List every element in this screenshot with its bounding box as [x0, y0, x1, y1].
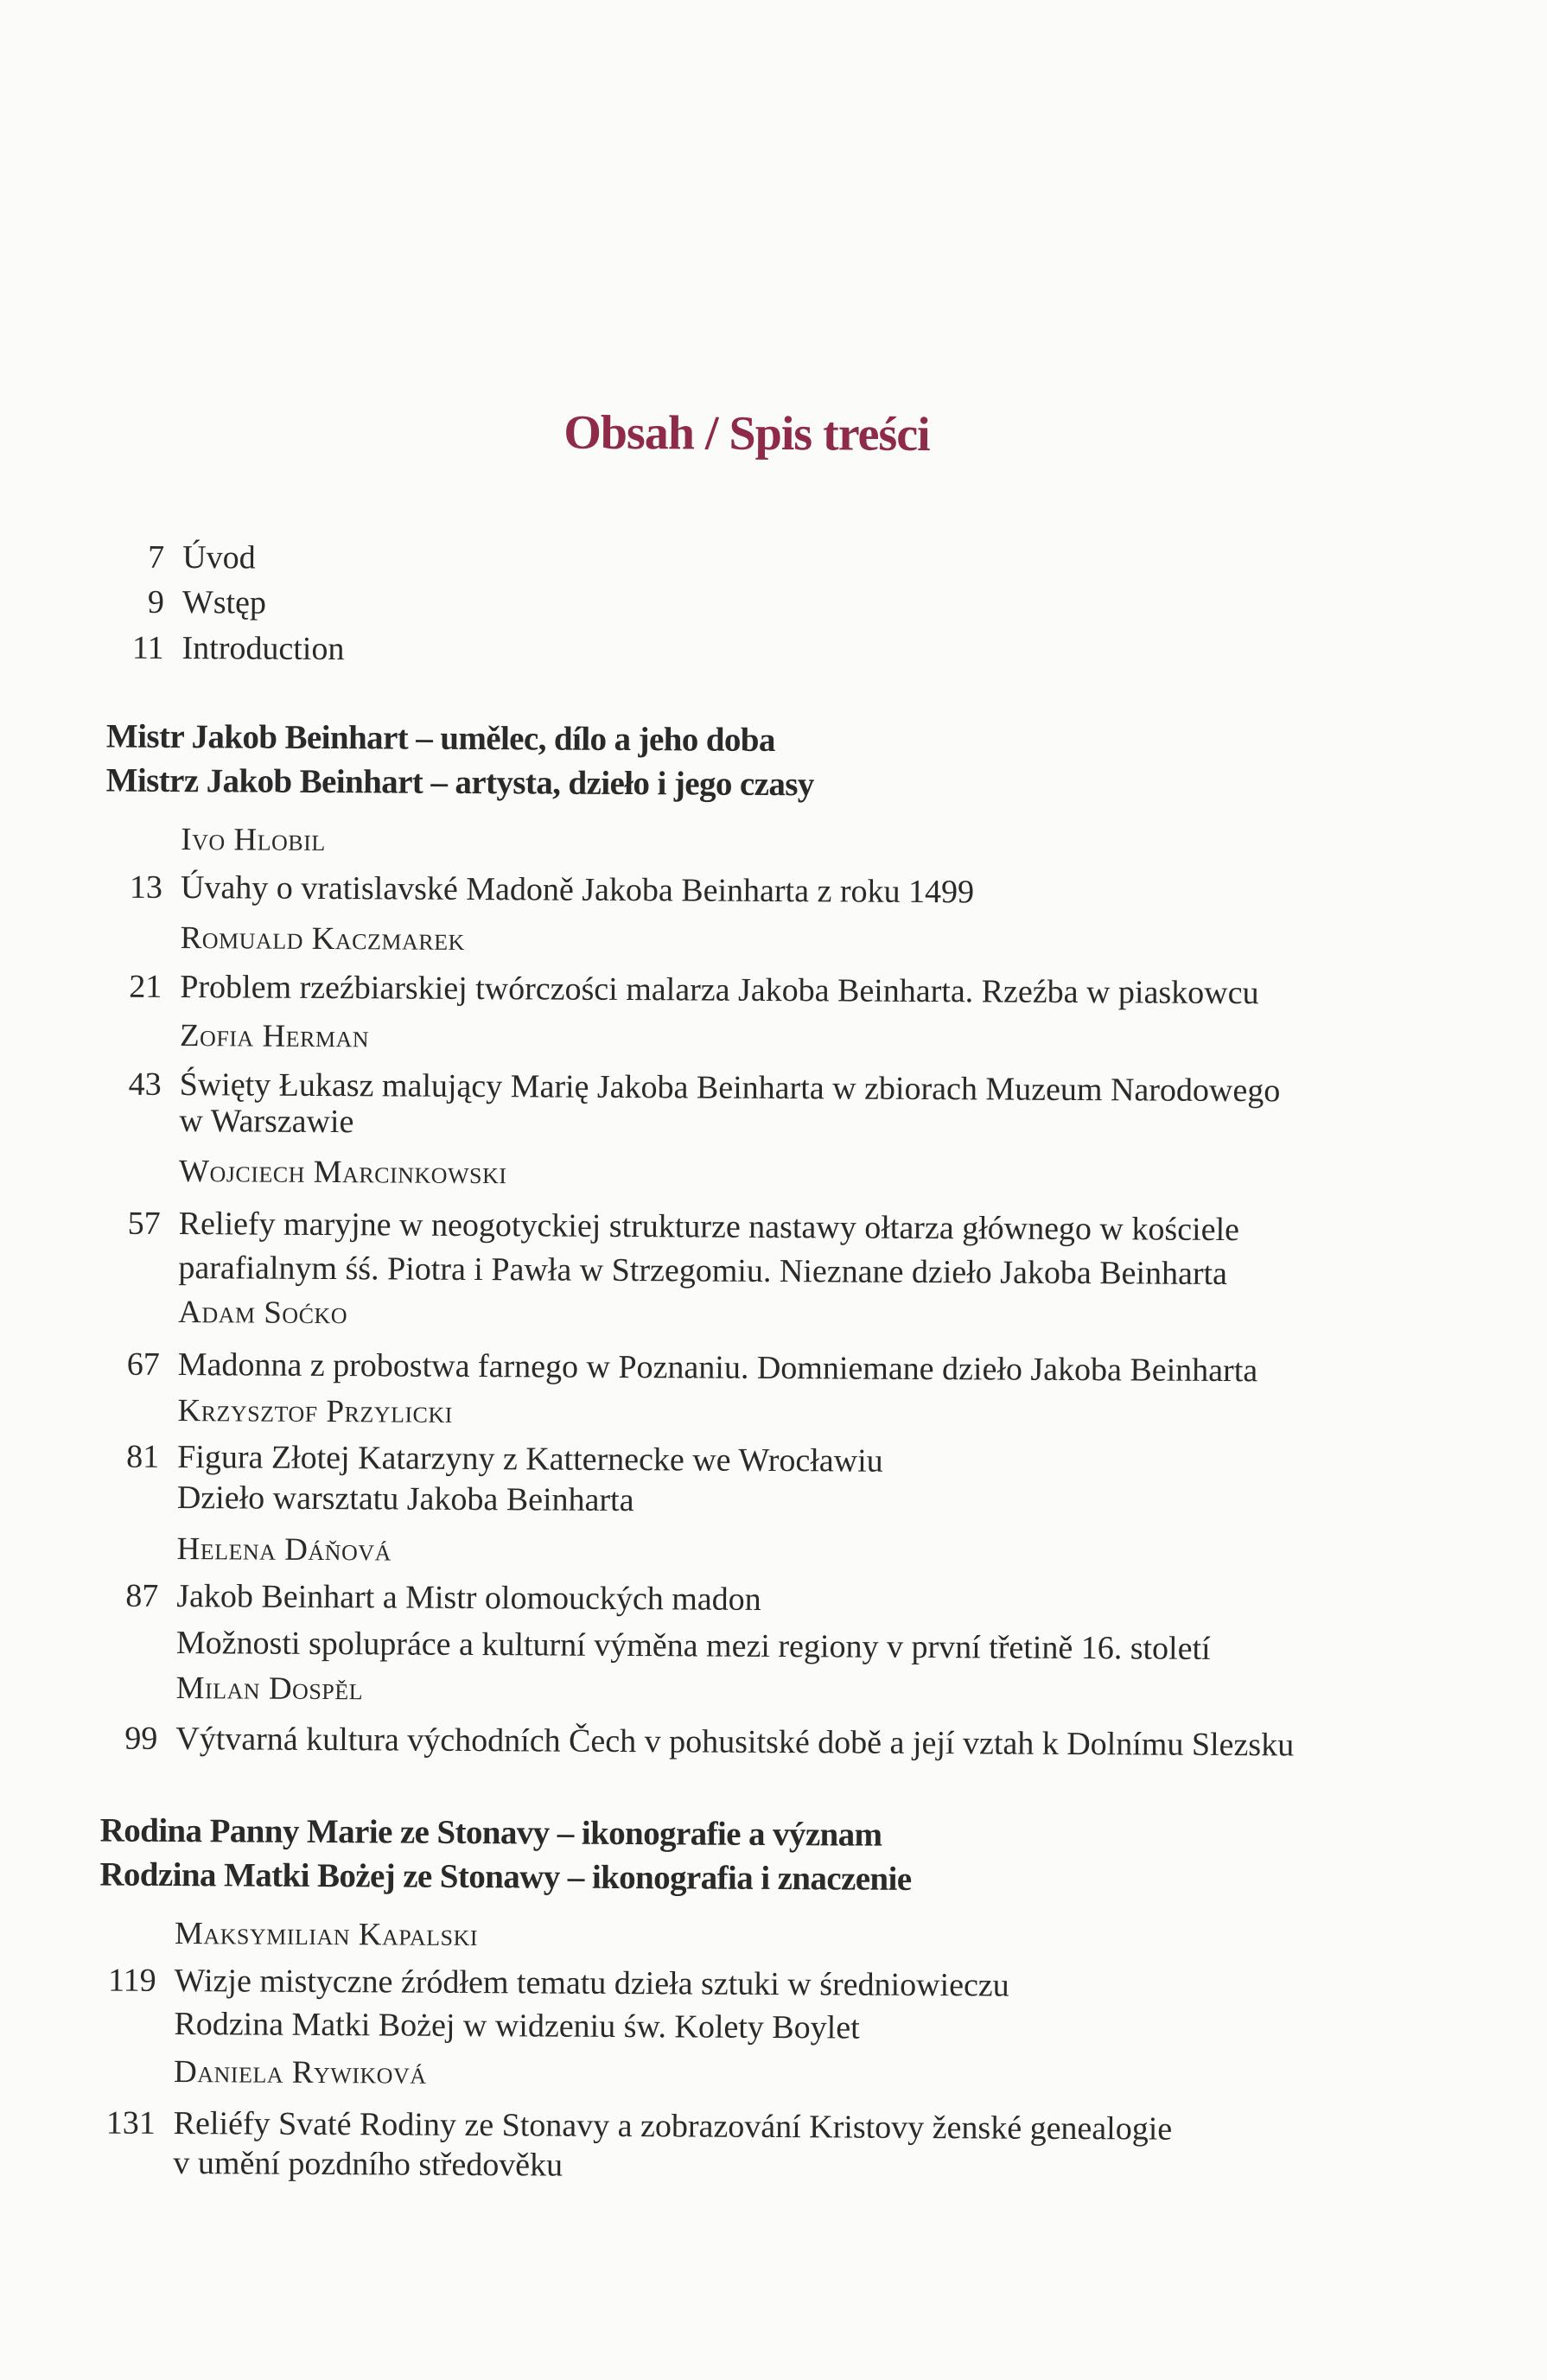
toc-entry-title: Reliefy maryjne w neogotyckiej strukturze nastawy ołtarza głównego w kościele [178, 1206, 1240, 1249]
toc-entry-title: Wstęp [181, 584, 267, 621]
toc-entry-title: Úvahy o vratislavské Madoně Jakoba Beinharta z roku 1499 [180, 869, 975, 911]
toc-entry-title: Možnosti spolupráce a kulturní výměna mezi regiony v první třetině 16. století [175, 1625, 1211, 1667]
entry-author: Helena Dáňová [176, 1531, 392, 1569]
toc-page-number: 131 [105, 2104, 156, 2141]
entry-author: Wojciech Marcinkowski [178, 1154, 507, 1192]
entry-author: Maksymilian Kapalski [174, 1916, 479, 1954]
toc-page-number: 67 [126, 1346, 160, 1383]
toc-page-number: 57 [127, 1205, 161, 1242]
entry-author: Adam Soćko [178, 1295, 348, 1332]
toc-page-number: 43 [128, 1066, 162, 1103]
toc-page-number: 9 [147, 583, 165, 620]
toc-page-number: 81 [126, 1438, 160, 1475]
entry-author: Zofia Herman [179, 1018, 370, 1055]
page-title: Obsah / Spis treści [563, 405, 930, 462]
toc-entry-title: Úvod [182, 539, 256, 576]
entry-author: Krzysztof Przylicki [177, 1393, 453, 1430]
section-heading: Rodina Panny Marie ze Stonavy – ikonografie a význam [99, 1811, 882, 1854]
toc-entry-title: Figura Złotej Katarzyny z Katternecke we Wrocławiu [177, 1439, 883, 1480]
toc-page-number: 7 [148, 538, 165, 576]
section-heading: Mistr Jakob Beinhart – umělec, dílo a jeho doba [105, 717, 775, 760]
toc-page-number: 87 [125, 1577, 159, 1614]
toc-entry-title: w Warszawie [179, 1103, 354, 1141]
toc-entry-title: Jakob Beinhart a Mistr olomouckých madon [176, 1578, 761, 1618]
entry-author: Ivo Hlobil [181, 822, 326, 859]
toc-entry-title: Dzieło warsztatu Jakoba Beinharta [176, 1480, 634, 1519]
toc-entry-title: Święty Łukasz malujący Marię Jakoba Beinharta w zbiorach Muzeum Narodowego [179, 1066, 1281, 1110]
toc-entry-title: parafialnym śś. Piotra i Pawła w Strzegomiu. Nieznane dzieło Jakoba Beinharta [178, 1250, 1228, 1293]
entry-author: Romuald Kaczmarek [180, 920, 465, 958]
toc-page-number: 11 [131, 629, 164, 666]
toc-page-number: 119 [107, 1962, 156, 1999]
toc-entry-title: Introduction [181, 630, 345, 668]
entry-author: Milan Dospěl [175, 1670, 364, 1708]
toc-entry-title: Reliéfy Svaté Rodiny ze Stonavy a zobrazování Kristovy ženské genealogie [173, 2105, 1173, 2148]
section-heading: Rodzina Matki Bożej ze Stonawy – ikonografia i znaczenie [99, 1855, 912, 1898]
toc-page-number: 13 [129, 869, 163, 906]
toc-page-number: 99 [124, 1720, 158, 1757]
entry-author: Daniela Rywiková [173, 2054, 427, 2091]
toc-entry-title: Madonna z probostwa farnego w Poznaniu. Domniemane dzieło Jakoba Beinharta [177, 1346, 1258, 1390]
toc-entry-title: Wizje mistyczne źródłem tematu dzieła sztuki w średniowieczu [174, 1963, 1009, 2004]
toc-page-number: 21 [129, 968, 162, 1005]
toc-entry-title: Výtvarná kultura východních Čech v pohusitské době a její vztah k Dolnímu Slezsku [175, 1721, 1295, 1764]
toc-entry-title: v umění pozdního středověku [173, 2145, 563, 2184]
toc-entry-title: Rodzina Matki Bożej w widzeniu św. Kolety Boylet [174, 2006, 860, 2046]
section-heading: Mistrz Jakob Beinhart – artysta, dzieło i jego czasy [105, 761, 814, 804]
toc-entry-title: Problem rzeźbiarskiej twórczości malarza Jakoba Beinharta. Rzeźba w piaskowcu [180, 969, 1259, 1012]
